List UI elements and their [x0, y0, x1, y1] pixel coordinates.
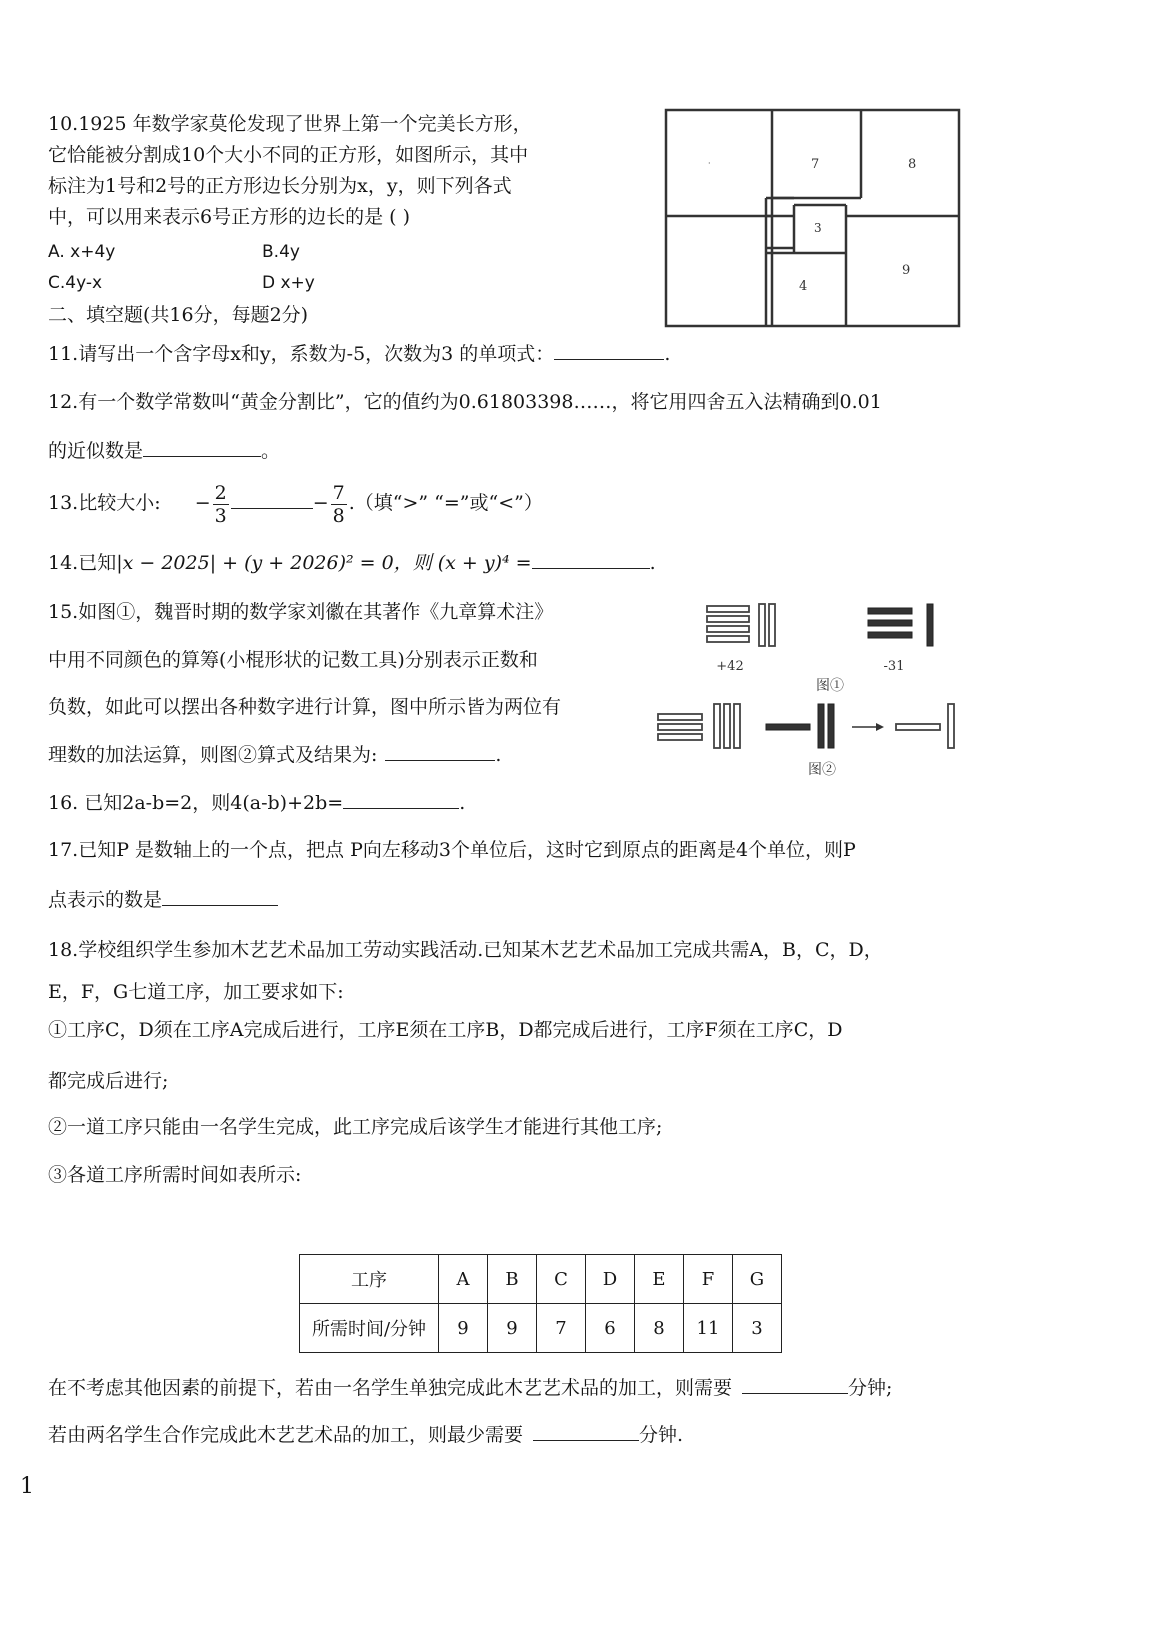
figure-label-3: 3 [814, 221, 822, 235]
table-time: 8 [635, 1304, 684, 1353]
section-2-title: 二、填空题(共16分，每题2分) [48, 304, 309, 326]
table-step: C [537, 1255, 586, 1304]
q15-line-3: 负数，如此可以摆出各种数字进行计算，图中所示皆为两位有 [48, 696, 562, 718]
q15-text: 理数的加法运算，则图②算式及结果为: [48, 744, 378, 766]
q18-question-2-unit: 分钟. [639, 1424, 684, 1446]
figure-label-7: 7 [811, 157, 820, 172]
q17-line-1: 17.已知P 是数轴上的一个点，把点 P向左移动3个单位后，这时它到原点的距离是4个单位，则P [48, 839, 856, 861]
q13-prefix: 13.比较大小: [48, 492, 161, 514]
q16-text: 16. 已知2a-b=2，则4(a-b)+2b= [48, 792, 344, 814]
table-time: 9 [439, 1304, 488, 1353]
q14 [48, 550, 656, 575]
process-time-table [299, 1254, 782, 1353]
q18-question-2-text: 若由两名学生合作完成此木艺艺术品的加工，则最少需要 [48, 1424, 524, 1446]
q12-line-2 [48, 438, 280, 463]
figure-2-caption: 图② [808, 762, 836, 778]
q11 [48, 341, 670, 366]
q18-rule-1-line-1: ①工序C，D须在工序A完成后进行，工序E须在工序B，D都完成后进行，工序F须在工序C，D [48, 1019, 843, 1041]
q17-line-2 [48, 887, 278, 912]
q13-frac2-num: 7 [332, 481, 345, 504]
q10-line-2: 它恰能被分割成10个大小不同的正方形，如图所示，其中 [48, 144, 529, 166]
svg-text:·: · [708, 159, 711, 168]
q18-line-2: E，F，G七道工序，加工要求如下: [48, 981, 344, 1003]
figure-label-4: 4 [799, 279, 808, 294]
q15-end: . [495, 744, 502, 766]
q18-rule-1-line-2: 都完成后进行; [48, 1070, 169, 1092]
counting-rods-figure [654, 598, 960, 780]
figure-label-9: 9 [902, 263, 911, 278]
perfect-rectangle-figure [664, 108, 964, 330]
q18-rule-2: ②一道工序只能由一名学生完成，此工序完成后该学生才能进行其他工序; [48, 1116, 663, 1138]
q16-answer-blank[interactable] [343, 790, 459, 809]
q13-frac1-sign: − [194, 492, 211, 514]
q12-end: 。 [261, 440, 281, 462]
q15-line-4 [48, 742, 501, 767]
q18-question-2 [48, 1422, 683, 1447]
q10-option-a: A. x+4y [48, 242, 116, 262]
figure-label-8: 8 [908, 157, 917, 172]
q10-line-4: 中，可以用来表示6号正方形的边长的是 ( ) [48, 206, 410, 228]
q13-fraction-1 [213, 482, 229, 527]
q18-rule-3: ③各道工序所需时间如表所示: [48, 1164, 302, 1186]
q13-fraction-2 [331, 482, 347, 527]
q13-frac2-den: 8 [332, 504, 345, 527]
table-time: 3 [733, 1304, 782, 1353]
q13-frac2-sign: − [312, 492, 329, 514]
q15-line-2: 中用不同颜色的算筹(小棍形状的记数工具)分别表示正数和 [48, 649, 538, 671]
table-time: 6 [586, 1304, 635, 1353]
q10-option-c: C.4y-x [48, 273, 103, 293]
q18-answer-blank-2[interactable] [533, 1422, 639, 1441]
table-time: 9 [488, 1304, 537, 1353]
q11-answer-blank[interactable] [554, 341, 664, 360]
q14-end: . [649, 552, 656, 574]
table-step: D [586, 1255, 635, 1304]
q10-option-b: B.4y [262, 242, 300, 262]
q14-prefix: 14.已知 [48, 552, 117, 574]
table-step: E [635, 1255, 684, 1304]
q15-line-1: 15.如图①，魏晋时期的数学家刘徽在其著作《九章算术注》 [48, 601, 554, 623]
table-time: 11 [684, 1304, 733, 1353]
figure-1-caption: 图① [816, 678, 844, 694]
q10-line-3: 标注为1号和2号的正方形边长分别为x，y，则下列各式 [48, 175, 512, 197]
q17-answer-blank[interactable] [162, 887, 278, 906]
q18-question-1-unit: 分钟; [848, 1377, 893, 1399]
table-step: G [733, 1255, 782, 1304]
q11-end: . [664, 343, 671, 365]
q18-question-1 [48, 1375, 892, 1400]
q10-option-d: D x+y [262, 273, 315, 293]
q13-frac1-den: 3 [214, 504, 227, 527]
q18-answer-blank-1[interactable] [742, 1375, 848, 1394]
q15-answer-blank[interactable] [385, 742, 495, 761]
q14-answer-blank[interactable] [532, 550, 650, 569]
q13-frac1-num: 2 [214, 481, 227, 504]
q13-answer-blank[interactable] [231, 490, 313, 509]
q12-text: 的近似数是 [48, 440, 144, 462]
table-row [300, 1255, 782, 1304]
rods-label-minus-31: -31 [883, 659, 905, 674]
table-row [300, 1304, 782, 1353]
q16 [48, 790, 465, 815]
q13-suffix: .（填“>” “=”或“<”） [348, 492, 543, 514]
q12-line-1: 12.有一个数学常数叫“黄金分割比”，它的值约为0.61803398……，将它用四舍五入法精确到0.01 [48, 391, 882, 413]
q18-line-1: 18.学校组织学生参加木艺艺术品加工劳动实践活动.已知某木艺艺术品加工完成共需A，B，C，D， [48, 939, 883, 961]
q16-end: . [459, 792, 466, 814]
table-header-time: 所需时间/分钟 [300, 1304, 439, 1353]
q12-answer-blank[interactable] [143, 438, 261, 457]
table-step: B [488, 1255, 537, 1304]
q17-text: 点表示的数是 [48, 889, 163, 911]
table-time: 7 [537, 1304, 586, 1353]
page-number: 1 [20, 1474, 34, 1499]
rods-label-plus-42: +42 [716, 659, 744, 674]
q10-line-1: 10.1925 年数学家莫伦发现了世界上第一个完美长方形， [48, 113, 532, 135]
table-step: F [684, 1255, 733, 1304]
q13 [48, 478, 543, 528]
q14-formula: |x − 2025| + (y + 2026)² = 0，则 (x + y)⁴ = [116, 552, 532, 574]
q18-question-1-text: 在不考虑其他因素的前提下，若由一名学生单独完成此木艺艺术品的加工，则需要 [48, 1377, 733, 1399]
table-header-process: 工序 [300, 1255, 439, 1304]
table-step: A [439, 1255, 488, 1304]
q11-text: 11.请写出一个含字母x和y，系数为-5，次数为3 的单项式： [48, 343, 555, 365]
